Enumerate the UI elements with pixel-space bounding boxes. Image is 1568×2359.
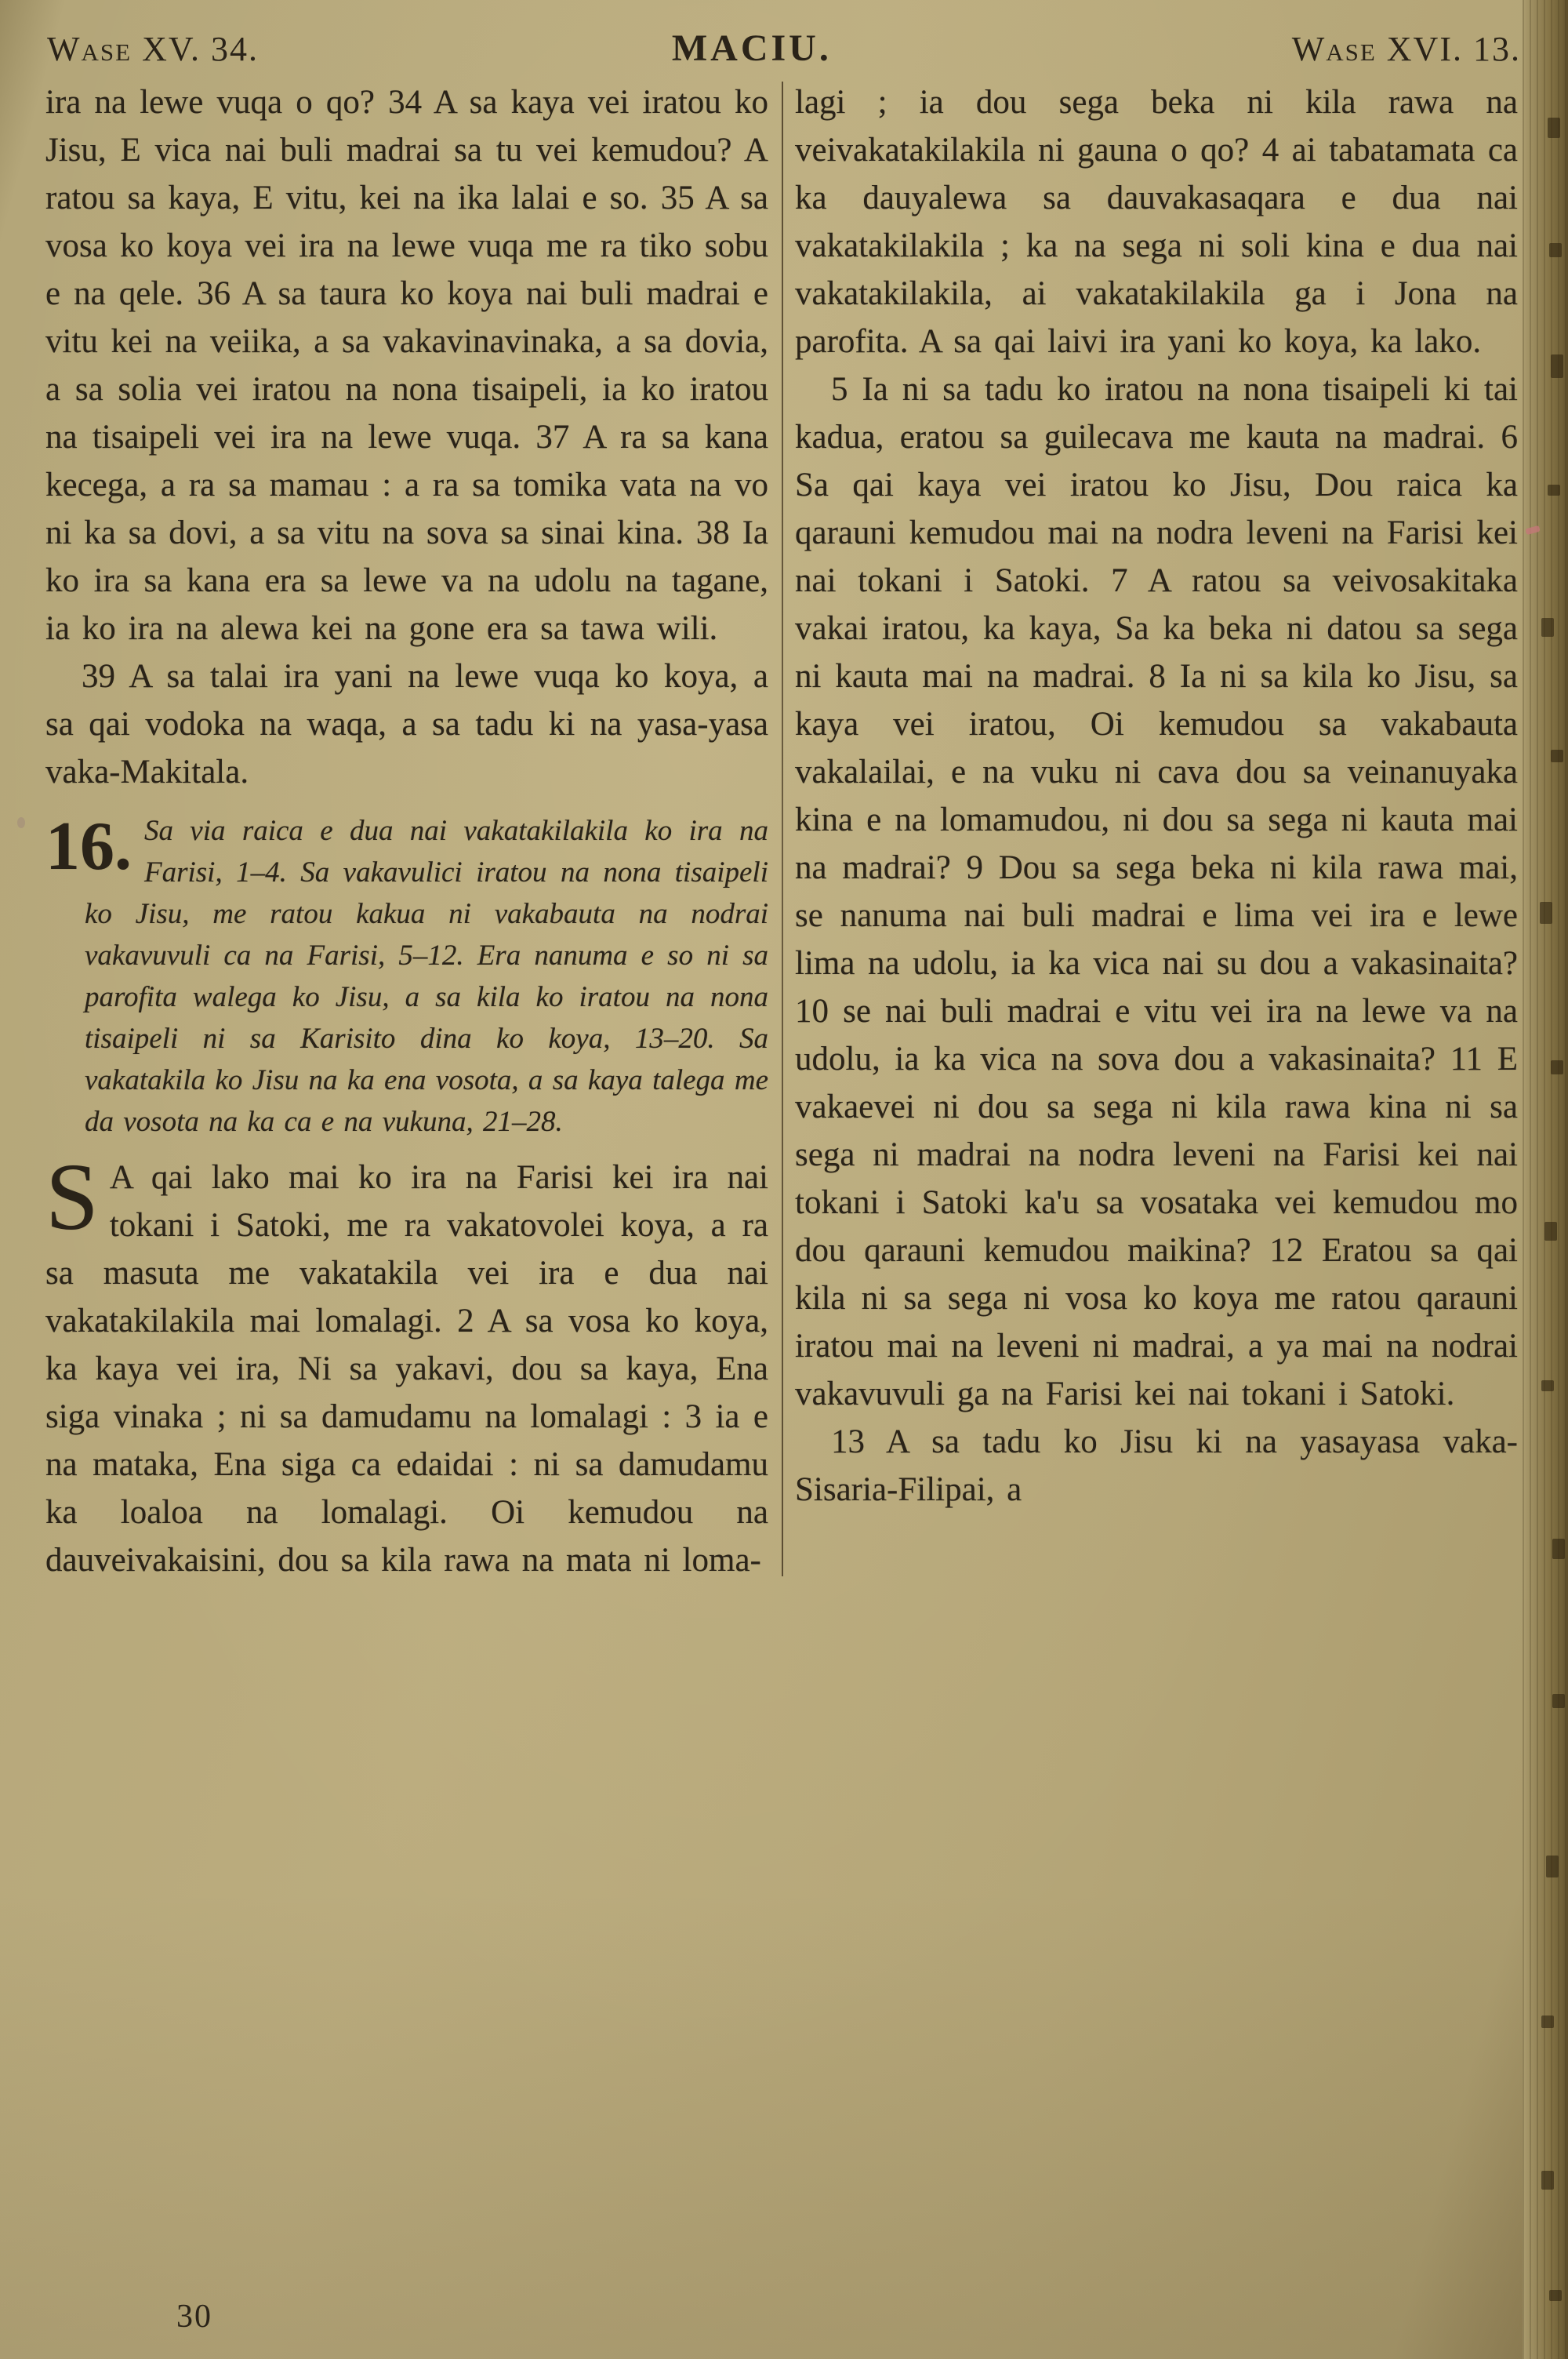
dropcap-paragraph: S A qai lako mai ko ira na Farisi kei ira nai tokani i Satoki, me ra vakatovolei koya, a ra sa masuta me vakatakila vei ira e dua nai vakatakilakila mai lomalagi. 2 A sa vosa ko koya, ka kaya vei ira, Ni sa yakavi, dou sa kaya, Ena siga vinaka ; ni sa damudamu na lomalagi : 3 ia e na mataka, Ena siga ca edaidai : ni sa damudamu ka loaloa na lomalagi. Oi kemudou na dauveivakaisini, dou sa kila rawa na mata ni loma-	[45, 1144, 768, 1579]
page-edge-mark	[1546, 1856, 1559, 1877]
page-edge-mark	[1549, 243, 1562, 257]
left-column	[45, 78, 768, 1584]
page-number: 30	[176, 2299, 212, 2335]
paper-blemish	[17, 817, 25, 828]
page-edge-mark	[1548, 485, 1560, 496]
page-edge-mark	[1541, 2016, 1554, 2028]
drop-cap: S	[45, 1144, 99, 1250]
running-head-title: MACIU.	[671, 27, 832, 69]
page-edge-mark	[1552, 1539, 1565, 1559]
running-head-right: Wase XVI. 13.	[1291, 30, 1521, 68]
page-edge-mark	[1541, 2171, 1554, 2190]
chapter-heading-block	[45, 809, 768, 1143]
page-edge-mark	[1551, 354, 1563, 378]
page-edge-mark	[1551, 1060, 1563, 1074]
page-edge-mark	[1541, 618, 1554, 637]
column-divider	[782, 82, 783, 1576]
page-edge-mark	[1551, 750, 1563, 762]
running-head-left: Wase XV. 34.	[47, 30, 259, 68]
page-edge-mark	[1549, 2290, 1562, 2301]
verse-paragraph: ira na lewe vuqa o qo? 34 A sa kaya vei iratou ko Jisu, E vica nai buli madrai sa tu vei kemudou? A ratou sa kaya, E vitu, kei na ika lalai e so. 35 A sa vosa ko koya vei ira na lewe vuqa me ra tiko sobu e na qele. 36 A sa taura ko koya nai buli madrai e vitu kei na veiika, a sa vakavinavinaka, a sa dovia, a sa solia vei iratou na nona tisaipeli, ia ko iratou na tisaipeli vei ira na lewe vuqa. 37 A ra sa kana kecega, a ra sa mamau : a ra sa tomika vata na vo ni ka sa dovi, a sa vitu na sova sa sinai kina. 38 Ia ko ira sa kana era sa lewe va na udolu na tagane, ia ko ira na alewa kei na gone era sa tawa wili.	[45, 84, 768, 647]
page-edge-mark	[1544, 1222, 1557, 1241]
chapter-number: 16.	[45, 809, 132, 885]
running-head	[47, 27, 1521, 70]
verse-paragraph: 39 A sa talai ira yani na lewe vuqa ko koya, a sa qai vodoka na waqa, a sa tadu ki na yasa-yasa vaka-Makitala.	[45, 658, 768, 791]
verse-paragraph: 5 Ia ni sa tadu ko iratou na nona tisaipeli ki tai kadua, eratou sa guilecava me kauta na madrai. 6 Sa qai kaya vei iratou ko Jisu, Dou raica ka qarauni kemudou mai na nodra leveni na Farisi kei nai tokani i Satoki. 7 A ratou sa veivosakitaka vakai iratou, ka kaya, Sa ka beka ni datou sa sega ni kauta mai na madrai. 8 Ia ni sa kila ko Jisu, sa kaya vei iratou, Oi kemudou sa vakabauta vakalailai, e na vuku ni cava dou sa veinanuyaka kina e na lomamudou, ni dou sa sega ni kauta mai na madrai? 9 Dou sa sega beka ni kila rawa mai, se nanuma nai buli madrai e lima vei ira e lewe lima na udolu, ia ka vica nai su dou a vakasinaita? 10 se nai buli madrai e vitu vei ira na lewe va na udolu, ia ka vica na sova dou a vakasinaita? 11 E vakaevei ni dou sa sega ni kila rawa kina ni sa sega ni madrai na nodra leveni na Farisi kei nai tokani i Satoki ka'u sa vosataka vei kemudou mo dou qarauni kemudou maikina? 12 Eratou sa qai kila ni sa sega ni vosa ko koya me ratou qarauni iratou mai na leveni ni madrai, a ya mai na nodrai vakavuvuli ga na Farisi kei nai tokani i Satoki.	[795, 371, 1518, 1412]
page-edge-mark	[1541, 1380, 1554, 1391]
page-edge-mark	[1552, 1694, 1565, 1708]
verse-paragraph: lagi ; ia dou sega beka ni kila rawa na veivakatakilakila ni gauna o qo? 4 ai tabatamata ca ka dauyalewa sa dauvakasaqara e dua nai vakatakilakila ; ka na sega ni soli kina e dua nai vakatakilakila, ai vakatakilakila ga i Jona na parofita. A sa qai laivi ira yani ko koya, ka lako.	[795, 84, 1518, 360]
chapter-summary: Sa via raica e dua nai vakatakilakila ko ira na Farisi, 1–4. Sa vakavulici iratou na nona tisaipeli ko Jisu, me ratou kakua ni vakabauta na nodrai vakavuvuli ca na Farisi, 5–12. Era nanuma e so ni sa parofita walega ko Jisu, a sa kila ko iratou na nona tisaipeli ni sa Karisito dina ko koya, 13–20. Sa vakatakila ko Jisu na ka ena vosota, a sa kaya talega me da vosota na ka ca e na vukuna, 21–28.	[85, 815, 768, 1138]
right-column	[795, 78, 1518, 1584]
verse-paragraph: 13 A sa tadu ko Jisu ki na yasayasa vaka-Sisaria-Filipai, a	[795, 1423, 1518, 1508]
page-edge-mark	[1548, 118, 1560, 138]
book-edge	[1523, 0, 1568, 2359]
page-edge-mark	[1540, 902, 1552, 924]
text-columns	[45, 78, 1521, 1584]
